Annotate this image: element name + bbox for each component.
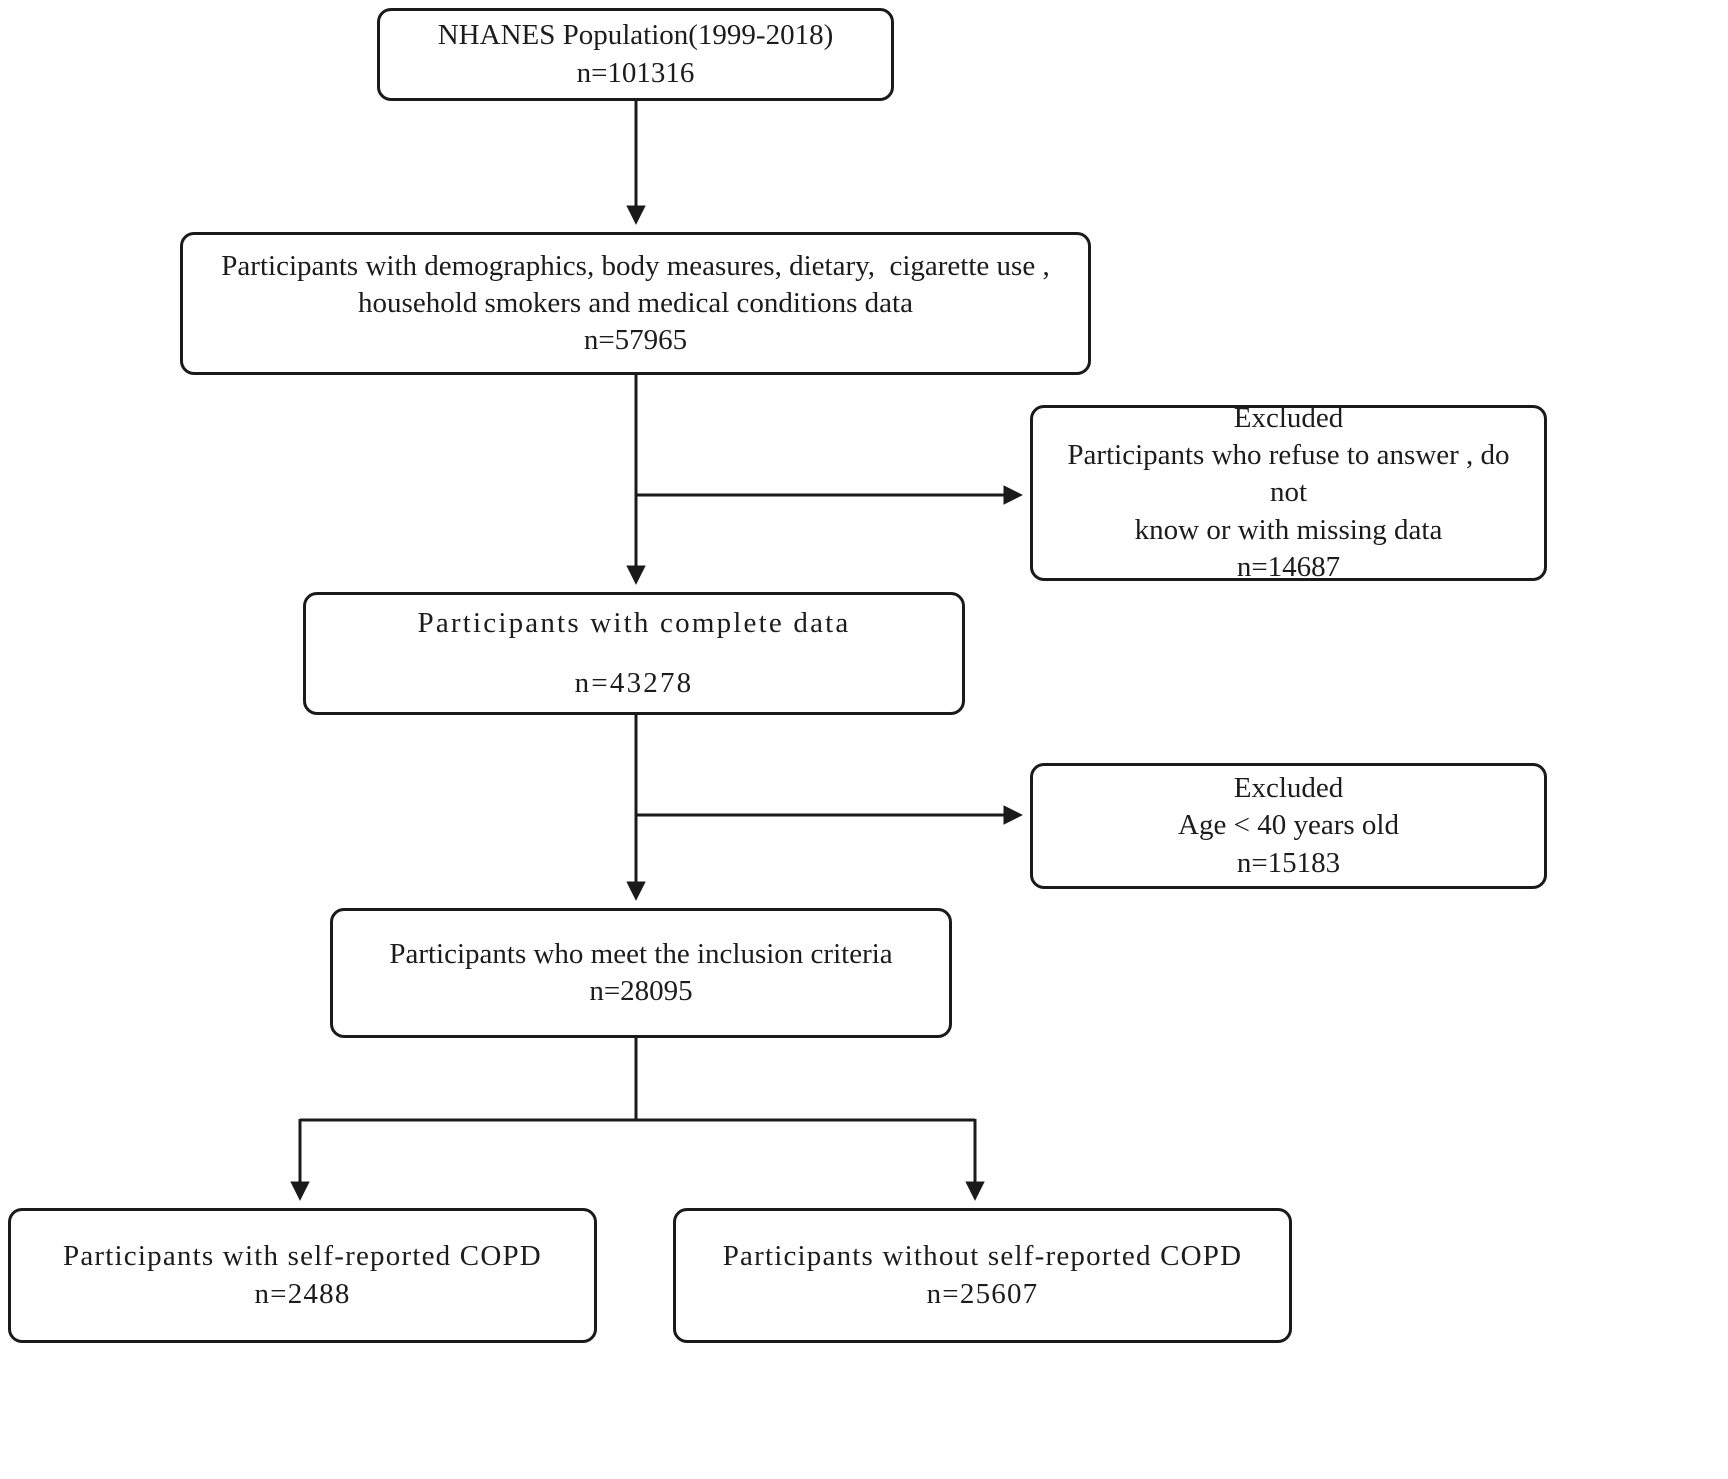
node-excluded-missing-data	[1030, 402, 1547, 583]
node-complete-title: Participants with complete data	[417, 607, 851, 640]
node-inclusion-criteria	[330, 908, 952, 1038]
node-excluded-2-title: Excluded	[1233, 772, 1344, 805]
node-excluded-age	[1030, 763, 1547, 889]
node-excluded-1-count: n=14687	[1236, 550, 1341, 583]
node-copd-title: Participants with self-reported COPD	[63, 1240, 542, 1273]
node-population-title: NHANES Population(1999-2018)	[437, 19, 834, 52]
node-excluded-1-line3: know or with missing data	[1134, 513, 1443, 546]
node-excluded-2-line2: Age < 40 years old	[1178, 809, 1399, 842]
node-population-count: n=101316	[576, 56, 695, 89]
node-excluded-1-line2: Participants who refuse to answer , do not	[1067, 439, 1517, 509]
node-copd-count: n=2488	[254, 1277, 351, 1310]
node-excluded-1-title: Excluded	[1233, 402, 1344, 435]
node-population	[377, 8, 894, 101]
node-inclusion-count: n=28095	[589, 975, 693, 1007]
node-complete-count: n=43278	[574, 666, 694, 699]
node-with-data	[180, 232, 1091, 375]
node-without-self-reported-copd	[673, 1208, 1292, 1343]
node-with-data-line1: Participants with demographics, body measures, dietary, cigarette use ,	[221, 249, 1050, 282]
node-no-copd-count: n=25607	[926, 1277, 1039, 1310]
node-inclusion-title: Participants who meet the inclusion criteria	[389, 937, 893, 970]
node-excluded-2-count: n=15183	[1236, 846, 1341, 879]
node-with-data-count: n=57965	[583, 324, 688, 357]
node-no-copd-title: Participants without self-reported COPD	[722, 1240, 1243, 1273]
node-with-data-line2: household smokers and medical conditions data	[358, 286, 913, 319]
node-self-reported-copd	[8, 1208, 597, 1343]
node-complete-data	[303, 592, 965, 715]
